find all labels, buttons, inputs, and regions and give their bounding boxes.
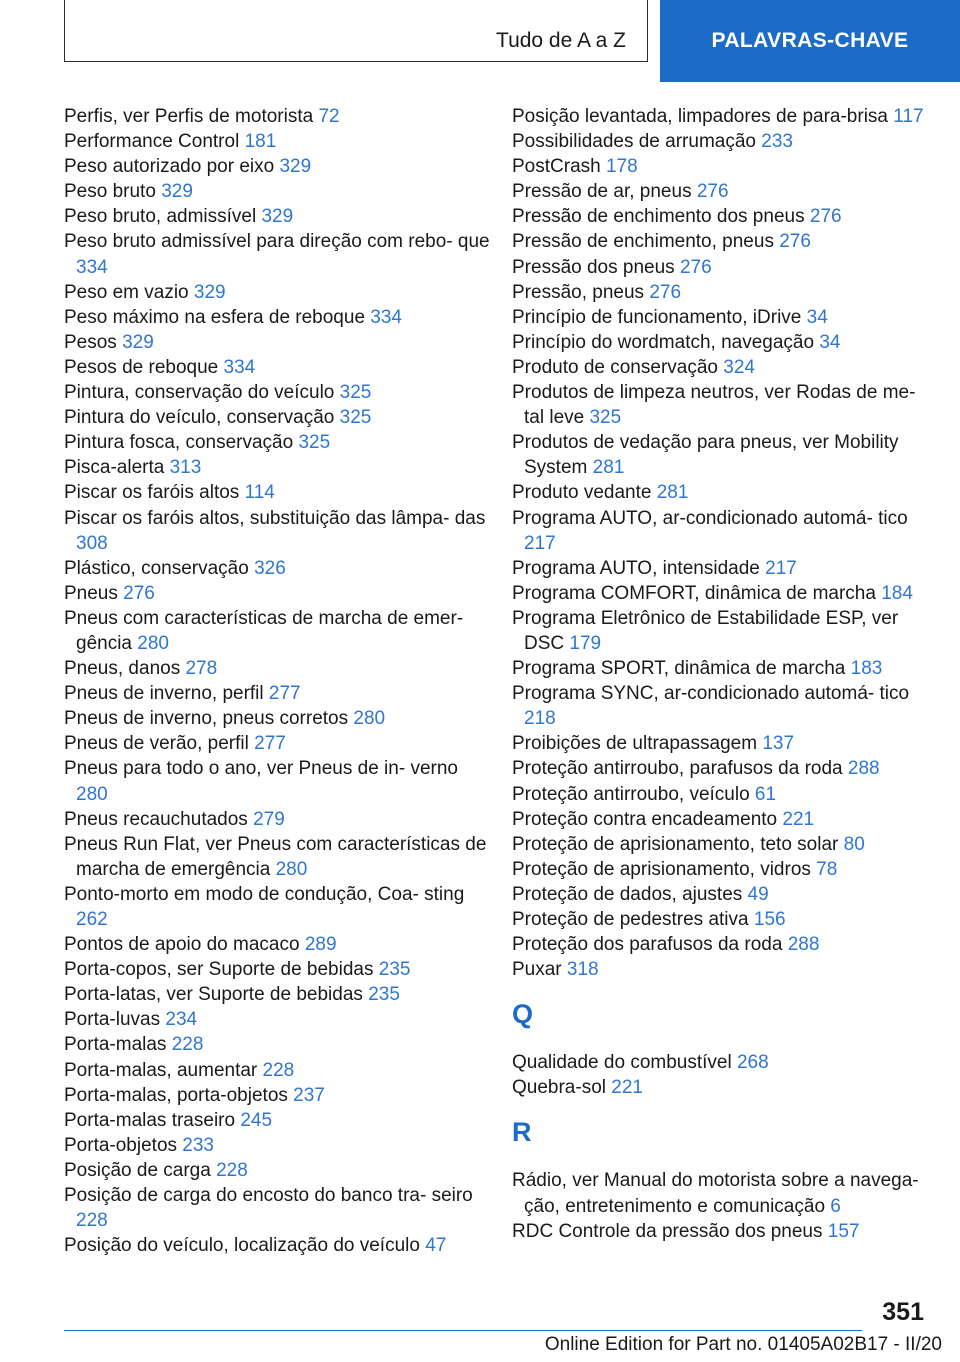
page-link[interactable]: 218 xyxy=(524,708,556,730)
index-entry-term: PostCrash xyxy=(512,156,601,178)
index-entry-term: Piscar os faróis altos, substituição das lâmpa‐ das xyxy=(64,507,486,529)
page-link[interactable]: 277 xyxy=(254,733,286,755)
page-link[interactable]: 156 xyxy=(753,909,786,930)
page-link[interactable]: 334 xyxy=(223,356,256,378)
index-entry-term: Produto de conservação xyxy=(512,356,718,378)
page-link[interactable]: 276 xyxy=(696,181,729,203)
page-link[interactable]: 34 xyxy=(806,306,828,328)
index-entry-term: Pneus com características de marcha de emer‐ gência xyxy=(64,607,464,654)
index-entry xyxy=(512,782,932,807)
page-link[interactable]: 49 xyxy=(747,883,769,905)
index-entry xyxy=(64,280,494,305)
index-entry xyxy=(512,104,932,129)
index-entry xyxy=(64,1108,494,1133)
page-link[interactable]: 334 xyxy=(370,306,402,328)
page-link[interactable]: 276 xyxy=(779,231,811,253)
index-entry-term: Posição do veículo, localização do veículo xyxy=(64,1235,420,1257)
page-link[interactable]: 221 xyxy=(782,808,815,830)
index-column-right xyxy=(512,104,932,1244)
page-link[interactable]: 6 xyxy=(830,1195,841,1217)
page-link[interactable]: 276 xyxy=(649,281,682,303)
index-entry-term: Programa SPORT, dinâmica de marcha xyxy=(512,658,846,680)
index-entry-term: Posição de carga do encosto do banco tra‐ seiro xyxy=(64,1185,473,1207)
page-link[interactable]: 329 xyxy=(261,206,294,228)
index-entry-term: Porta-copos, ser Suporte de bebidas xyxy=(64,959,374,981)
index-entry-term: Peso bruto admissível para direção com rebo‐ que xyxy=(64,231,490,253)
page-link[interactable]: 318 xyxy=(566,959,599,981)
index-entry xyxy=(512,731,932,756)
index-entry-term: Programa Eletrônico de Estabilidade ESP, ver DSC xyxy=(512,607,899,654)
page-link[interactable]: 183 xyxy=(850,658,883,680)
index-entry xyxy=(64,932,494,957)
index-entry xyxy=(512,430,932,480)
index-entry-term: Pesos xyxy=(64,331,117,353)
page-link[interactable]: 78 xyxy=(816,858,838,880)
page-link[interactable]: 235 xyxy=(378,959,411,981)
page-link[interactable]: 326 xyxy=(254,557,286,579)
page-link[interactable]: 34 xyxy=(819,331,841,353)
index-entry xyxy=(512,957,932,982)
index-entry-term: Performance Control xyxy=(64,131,240,153)
page-link[interactable]: 137 xyxy=(762,733,795,755)
index-entry xyxy=(64,1183,494,1233)
page-link[interactable]: 228 xyxy=(216,1159,248,1181)
index-entry xyxy=(512,807,932,832)
index-entry xyxy=(64,957,494,982)
index-entry-term: Pneus de inverno, pneus corretos xyxy=(64,708,349,730)
index-entry xyxy=(512,154,932,179)
index-entry-term: Plástico, conservação xyxy=(64,557,249,579)
index-entry xyxy=(64,606,494,656)
index-entry-term: Produtos de vedação para pneus, ver Mobility System xyxy=(512,432,899,479)
page-link[interactable]: 268 xyxy=(736,1052,769,1074)
index-entry xyxy=(64,380,494,405)
index-entry-term: Perfis, ver Perfis de motorista xyxy=(64,106,314,127)
letter-heading: R xyxy=(512,1117,532,1148)
page-link[interactable]: 279 xyxy=(253,808,285,830)
index-entry xyxy=(64,1083,494,1108)
index-entry-term: Rádio, ver Manual do motorista sobre a navega‐ ção, entretenimento e comunicação xyxy=(512,1170,919,1217)
index-entry xyxy=(512,1168,932,1218)
index-entry-term: Peso autorizado por eixo xyxy=(64,156,275,178)
index-entry xyxy=(64,1233,494,1258)
index-entry xyxy=(64,229,494,279)
section-title: Tudo de A a Z xyxy=(496,29,626,52)
page-link[interactable]: 313 xyxy=(169,457,202,479)
index-entry-term: Posição de carga xyxy=(64,1159,211,1181)
index-entry-term: Princípio de funcionamento, iDrive xyxy=(512,306,802,328)
index-entry-term: Pressão, pneus xyxy=(512,281,645,303)
page-link[interactable]: 288 xyxy=(787,934,820,956)
index-entry-term: Programa SYNC, ar-condicionado automá‐ tico xyxy=(512,683,910,705)
index-entry-term: Peso bruto, admissível xyxy=(64,206,257,228)
page-link[interactable]: 334 xyxy=(76,256,108,278)
index-entry xyxy=(512,857,932,882)
index-entry-term: Programa COMFORT, dinâmica de marcha xyxy=(512,582,876,604)
page-link[interactable]: 289 xyxy=(304,934,337,956)
page-link[interactable]: 157 xyxy=(827,1220,860,1242)
page-link[interactable]: 80 xyxy=(843,833,865,855)
index-entry-term: Proibições de ultrapassagem xyxy=(512,733,758,755)
page-link[interactable]: 276 xyxy=(123,582,155,604)
page-link[interactable]: 324 xyxy=(723,356,755,378)
index-entry-term: Proteção de dados, ajustes xyxy=(512,883,743,905)
page-link[interactable]: 325 xyxy=(339,382,372,404)
index-entry xyxy=(512,756,932,781)
page-link[interactable]: 228 xyxy=(262,1059,295,1081)
index-entry xyxy=(512,380,932,430)
index-entry xyxy=(512,506,932,556)
page-link[interactable]: 329 xyxy=(279,156,312,178)
page-link[interactable]: 234 xyxy=(165,1009,198,1031)
page-link[interactable]: 228 xyxy=(171,1034,204,1056)
index-entry-term: Pesos de reboque xyxy=(64,356,219,378)
index-entry-term: Piscar os faróis altos xyxy=(64,482,240,504)
index-entry xyxy=(512,355,932,380)
index-entry-term: Qualidade do combustível xyxy=(512,1052,732,1074)
index-entry xyxy=(512,681,932,731)
page-link[interactable]: 308 xyxy=(76,532,108,554)
index-entry xyxy=(512,832,932,857)
index-entry xyxy=(512,280,932,305)
page-link[interactable]: 280 xyxy=(137,632,169,654)
page-link[interactable]: 235 xyxy=(368,984,400,1006)
index-entry xyxy=(512,556,932,581)
index-entry xyxy=(64,104,494,129)
index-entry xyxy=(64,556,494,581)
tab-palavras-chave[interactable]: PALAVRAS-CHAVE xyxy=(660,0,960,82)
index-entry xyxy=(64,305,494,330)
index-entry xyxy=(512,1219,932,1244)
index-entry xyxy=(512,480,932,505)
index-entry xyxy=(64,756,494,806)
index-entry-term: Pintura fosca, conservação xyxy=(64,432,294,454)
index-entry xyxy=(64,204,494,229)
page-link[interactable]: 228 xyxy=(76,1210,108,1232)
index-entry-term: Porta-latas, ver Suporte de bebidas xyxy=(64,984,363,1006)
page-link[interactable]: 221 xyxy=(611,1077,643,1099)
index-entry xyxy=(512,1075,932,1100)
index-entry-term: Proteção de pedestres ativa xyxy=(512,909,749,930)
index-entry xyxy=(64,154,494,179)
index-entry xyxy=(64,731,494,756)
index-entry xyxy=(64,405,494,430)
page-link[interactable]: 217 xyxy=(765,557,797,579)
index-entry-term: Pneus xyxy=(64,582,118,604)
index-entry xyxy=(512,581,932,606)
index-entry-term: Porta-objetos xyxy=(64,1134,178,1156)
index-entry-term: Pressão dos pneus xyxy=(512,256,675,278)
index-entry xyxy=(64,1058,494,1083)
index-entry xyxy=(64,506,494,556)
page-link[interactable]: 47 xyxy=(425,1235,447,1257)
index-entry xyxy=(64,1158,494,1183)
index-entry xyxy=(64,581,494,606)
index-entry xyxy=(64,430,494,455)
page-link[interactable]: 237 xyxy=(293,1084,325,1106)
index-entry xyxy=(64,129,494,154)
index-entry xyxy=(64,982,494,1007)
index-entry-term: Pressão de enchimento dos pneus xyxy=(512,206,805,228)
index-entry-term: Proteção dos parafusos da roda xyxy=(512,934,783,956)
page-link[interactable]: 184 xyxy=(881,582,913,604)
index-entry xyxy=(512,1050,932,1075)
page-link[interactable]: 325 xyxy=(339,407,372,429)
page-link[interactable]: 280 xyxy=(353,708,386,730)
index-entry-term: Pneus, danos xyxy=(64,658,181,680)
index-entry xyxy=(64,330,494,355)
index-entry-term: Produtos de limpeza neutros, ver Rodas de me‐ tal leve xyxy=(512,382,916,429)
page-link[interactable]: 181 xyxy=(244,131,277,153)
index-entry-term: Pneus de inverno, perfil xyxy=(64,683,264,705)
index-entry xyxy=(64,355,494,380)
index-entry-term: Posição levantada, limpadores de para-brisa xyxy=(512,106,888,127)
page-link[interactable]: 72 xyxy=(318,106,340,127)
index-entry-term: Pontos de apoio do macaco xyxy=(64,934,300,956)
page-link[interactable]: 114 xyxy=(244,482,275,504)
index-entry-term: Proteção de aprisionamento, teto solar xyxy=(512,833,839,855)
index-entry-term: Pressão de ar, pneus xyxy=(512,181,692,203)
page-link[interactable]: 276 xyxy=(679,256,712,278)
index-entry-term: Porta-malas traseiro xyxy=(64,1109,236,1131)
page-link[interactable]: 281 xyxy=(656,482,689,504)
index-entry xyxy=(64,706,494,731)
index-entry-term: Possibilidades de arrumação xyxy=(512,131,756,153)
letter-heading: Q xyxy=(512,999,534,1030)
index-entry-term: Pressão de enchimento, pneus xyxy=(512,231,774,253)
index-entry xyxy=(512,229,932,254)
page-link[interactable]: 288 xyxy=(847,758,880,780)
index-entry xyxy=(64,681,494,706)
index-entry-term: Peso máximo na esfera de reboque xyxy=(64,306,366,328)
index-entry xyxy=(64,807,494,832)
index-entry-term: Ponto-morto em modo de condução, Coa‐ sting xyxy=(64,883,465,905)
index-entry xyxy=(512,255,932,280)
index-entry xyxy=(64,1032,494,1057)
page-link[interactable]: 329 xyxy=(193,281,226,303)
page-link[interactable]: 179 xyxy=(569,632,602,654)
page-link[interactable]: 276 xyxy=(809,206,842,228)
page-link[interactable]: 262 xyxy=(76,909,108,930)
index-entry-term: Programa AUTO, intensidade xyxy=(512,557,760,579)
page-link[interactable]: 277 xyxy=(268,683,301,705)
index-entry-term: Pintura do veículo, conservação xyxy=(64,407,335,429)
index-entry-term: Pneus de verão, perfil xyxy=(64,733,249,755)
index-entry xyxy=(512,656,932,681)
page-link[interactable]: 280 xyxy=(76,783,108,805)
index-entry xyxy=(64,179,494,204)
index-entry xyxy=(512,330,932,355)
footer-edition: Online Edition for Part no. 01405A02B17 - II/20 xyxy=(544,1334,942,1355)
page-link[interactable]: 325 xyxy=(589,407,622,429)
index-entry-term: Pneus Run Flat, ver Pneus com características de marcha de emergência xyxy=(64,833,487,880)
page-link[interactable]: 278 xyxy=(185,658,218,680)
index-entry xyxy=(64,832,494,882)
page-link[interactable]: 61 xyxy=(754,783,777,805)
index-entry-term: Peso em vazio xyxy=(64,281,189,303)
index-entry xyxy=(64,656,494,681)
index-entry-term: Programa AUTO, ar-condicionado automá‐ tico xyxy=(512,507,908,529)
page-link[interactable]: 217 xyxy=(524,532,556,554)
index-entry-term: Proteção contra encadeamento xyxy=(512,808,778,830)
index-entry xyxy=(512,882,932,907)
page-link[interactable]: 325 xyxy=(298,432,331,454)
page-link[interactable]: 117 xyxy=(893,106,924,127)
index-entry-term: Proteção antirroubo, veículo xyxy=(512,783,750,805)
index-entry-term: Pintura, conservação do veículo xyxy=(64,382,335,404)
page-link[interactable]: 329 xyxy=(161,181,193,203)
index-entry-term: RDC Controle da pressão dos pneus xyxy=(512,1220,823,1242)
index-entry xyxy=(512,606,932,656)
page-number: 351 xyxy=(882,1298,924,1326)
index-entry-term: Peso bruto xyxy=(64,181,156,203)
page-link[interactable]: 233 xyxy=(761,131,793,153)
index-entry xyxy=(64,480,494,505)
index-entry-term: Porta-luvas xyxy=(64,1009,161,1031)
index-column-left xyxy=(64,104,494,1258)
index-entry xyxy=(512,179,932,204)
footer-divider xyxy=(64,1330,862,1331)
index-entry-term: Proteção antirroubo, parafusos da roda xyxy=(512,758,843,780)
index-entry xyxy=(64,882,494,932)
page-link[interactable]: 233 xyxy=(182,1134,214,1156)
index-entry xyxy=(512,932,932,957)
index-entry-term: Quebra-sol xyxy=(512,1077,606,1099)
index-entry-term: Princípio do wordmatch, navegação xyxy=(512,331,815,353)
index-entry xyxy=(64,455,494,480)
index-entry-term: Porta-malas xyxy=(64,1034,167,1056)
index-entry xyxy=(512,204,932,229)
index-entry-term: Pneus recauchutados xyxy=(64,808,248,830)
page-link[interactable]: 281 xyxy=(592,457,625,479)
index-entry xyxy=(512,305,932,330)
page-link[interactable]: 280 xyxy=(275,858,308,880)
page-link[interactable]: 178 xyxy=(605,156,638,178)
index-entry xyxy=(512,907,932,932)
index-entry-term: Pisca-alerta xyxy=(64,457,165,479)
index-entry-term: Porta-malas, aumentar xyxy=(64,1059,258,1081)
index-entry-term: Pneus para todo o ano, ver Pneus de in‐ verno xyxy=(64,758,458,780)
index-entry-term: Produto vedante xyxy=(512,482,652,504)
index-entry-term: Proteção de aprisionamento, vidros xyxy=(512,858,811,880)
index-entry xyxy=(64,1133,494,1158)
index-entry-term: Porta-malas, porta-objetos xyxy=(64,1084,288,1106)
index-entry-term: Puxar xyxy=(512,959,562,981)
page-link[interactable]: 329 xyxy=(122,331,154,353)
index-entry xyxy=(64,1007,494,1032)
index-entry xyxy=(512,129,932,154)
page-link[interactable]: 245 xyxy=(240,1109,273,1131)
